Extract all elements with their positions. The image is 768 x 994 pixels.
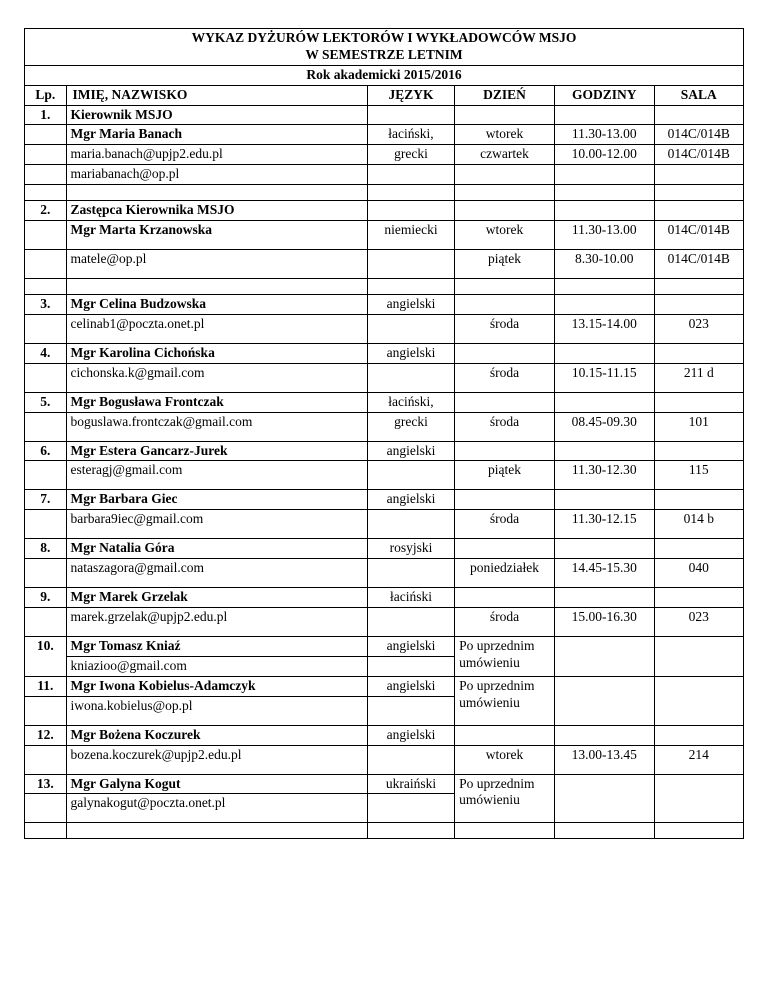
row-day: Po uprzednim umówieniu — [455, 676, 555, 725]
lecturer-name: Mgr Galyna Kogut — [66, 774, 367, 794]
lecturer-email: boguslawa.frontczak@gmail.com — [66, 412, 367, 441]
duty-schedule-table — [24, 28, 744, 839]
row-language — [367, 201, 454, 221]
row-hours: 10.15-11.15 — [554, 363, 654, 392]
table-row — [25, 249, 744, 278]
row-lp — [25, 510, 67, 539]
row-language: rosyjski — [367, 539, 454, 559]
row-lp: 13. — [25, 774, 67, 794]
lecturer-email: bozena.koczurek@upjp2.edu.pl — [66, 745, 367, 774]
lecturer-email: esteragj@gmail.com — [66, 461, 367, 490]
row-room — [654, 539, 743, 559]
row-hours — [554, 294, 654, 314]
row-hours — [554, 201, 654, 221]
row-lp — [25, 363, 67, 392]
row-lp — [25, 823, 67, 839]
row-lp: 8. — [25, 539, 67, 559]
row-day: środa — [455, 363, 555, 392]
row-room: 211 d — [654, 363, 743, 392]
row-language — [367, 510, 454, 539]
table-row — [25, 201, 744, 221]
row-day — [455, 441, 555, 461]
lecturer-name: Mgr Celina Budzowska — [66, 294, 367, 314]
row-language: angielski — [367, 343, 454, 363]
row-room — [654, 774, 743, 823]
row-lp — [25, 185, 67, 201]
row-language: łaciński — [367, 588, 454, 608]
lecturer-email: iwona.kobielus@op.pl — [66, 696, 367, 725]
row-language: angielski — [367, 441, 454, 461]
row-language: angielski — [367, 637, 454, 657]
row-room — [654, 105, 743, 125]
row-day: Po uprzednim umówieniu — [455, 774, 555, 823]
table-row — [25, 510, 744, 539]
row-room — [654, 294, 743, 314]
table-row — [25, 105, 744, 125]
row-hours: 13.15-14.00 — [554, 314, 654, 343]
document-title-line2: W SEMESTRZE LETNIM — [305, 46, 463, 62]
lecturer-email: maria.banach@upjp2.edu.pl — [66, 145, 367, 165]
row-day — [455, 343, 555, 363]
row-day — [455, 294, 555, 314]
row-hours — [554, 343, 654, 363]
table-subtitle-row — [25, 65, 744, 85]
row-language — [367, 249, 454, 278]
row-room — [654, 343, 743, 363]
row-room — [654, 201, 743, 221]
row-language — [367, 185, 454, 201]
document-title-line1: WYKAZ DYŻURÓW LEKTORÓW I WYKŁADOWCÓW MSJO — [191, 30, 577, 45]
spacer-row — [25, 185, 744, 201]
row-lp — [25, 412, 67, 441]
academic-year: Rok akademicki 2015/2016 — [25, 65, 744, 85]
column-header-hours: GODZINY — [554, 85, 654, 105]
row-hours: 11.30-13.00 — [554, 125, 654, 145]
row-day — [455, 201, 555, 221]
row-language: angielski — [367, 490, 454, 510]
row-lp — [25, 165, 67, 185]
row-language — [367, 608, 454, 637]
row-room: 040 — [654, 559, 743, 588]
table-row — [25, 125, 744, 145]
row-language: grecki — [367, 145, 454, 165]
row-lp — [25, 696, 67, 725]
lecturer-email: celinab1@poczta.onet.pl — [66, 314, 367, 343]
row-lp — [25, 249, 67, 278]
table-row — [25, 461, 744, 490]
lecturer-email-secondary: mariabanach@op.pl — [66, 165, 367, 185]
row-lp: 7. — [25, 490, 67, 510]
row-lp: 4. — [25, 343, 67, 363]
lecturer-name: Mgr Barbara Giec — [66, 490, 367, 510]
lecturer-email: nataszagora@gmail.com — [66, 559, 367, 588]
row-lp: 6. — [25, 441, 67, 461]
column-header-lp: Lp. — [25, 85, 67, 105]
row-day: wtorek — [455, 125, 555, 145]
row-day: wtorek — [455, 220, 555, 249]
row-name — [66, 278, 367, 294]
row-lp: 11. — [25, 676, 67, 696]
table-row — [25, 314, 744, 343]
lecturer-name: Mgr Karolina Cichońska — [66, 343, 367, 363]
row-language — [367, 278, 454, 294]
column-header-name: IMIĘ, NAZWISKO — [66, 85, 367, 105]
row-language: angielski — [367, 294, 454, 314]
section-title-kierownik: Kierownik MSJO — [66, 105, 367, 125]
column-header-language: JĘZYK — [367, 85, 454, 105]
table-row — [25, 774, 744, 794]
row-lp: 9. — [25, 588, 67, 608]
table-row — [25, 725, 744, 745]
row-day — [455, 823, 555, 839]
row-day: środa — [455, 510, 555, 539]
row-language — [367, 696, 454, 725]
row-hours — [554, 278, 654, 294]
row-lp — [25, 145, 67, 165]
row-day: czwartek — [455, 145, 555, 165]
table-row — [25, 588, 744, 608]
row-hours: 11.30-12.30 — [554, 461, 654, 490]
row-day: środa — [455, 608, 555, 637]
row-hours: 15.00-16.30 — [554, 608, 654, 637]
row-room — [654, 392, 743, 412]
row-room: 014 b — [654, 510, 743, 539]
table-row — [25, 392, 744, 412]
lecturer-name: Mgr Natalia Góra — [66, 539, 367, 559]
table-row — [25, 294, 744, 314]
row-hours: 13.00-13.45 — [554, 745, 654, 774]
column-header-day: DZIEŃ — [455, 85, 555, 105]
row-hours: 08.45-09.30 — [554, 412, 654, 441]
lecturer-name: Mgr Estera Gancarz-Jurek — [66, 441, 367, 461]
row-language — [367, 363, 454, 392]
row-hours — [554, 774, 654, 823]
row-language: angielski — [367, 676, 454, 696]
row-room: 023 — [654, 608, 743, 637]
row-hours — [554, 105, 654, 125]
table-row — [25, 145, 744, 165]
lecturer-email: matele@op.pl — [66, 249, 367, 278]
row-hours — [554, 441, 654, 461]
table-row — [25, 490, 744, 510]
lecturer-name: Mgr Bożena Koczurek — [66, 725, 367, 745]
row-day — [455, 105, 555, 125]
row-room — [654, 490, 743, 510]
row-hours: 11.30-12.15 — [554, 510, 654, 539]
row-room: 214 — [654, 745, 743, 774]
row-lp: 2. — [25, 201, 67, 221]
row-day: wtorek — [455, 745, 555, 774]
row-room — [654, 676, 743, 725]
table-row — [25, 637, 744, 657]
row-language: ukraiński — [367, 774, 454, 794]
row-lp — [25, 559, 67, 588]
row-room: 014C/014B — [654, 145, 743, 165]
lecturer-email: marek.grzelak@upjp2.edu.pl — [66, 608, 367, 637]
row-language — [367, 559, 454, 588]
row-language — [367, 794, 454, 823]
row-room — [654, 588, 743, 608]
row-hours — [554, 165, 654, 185]
table-row — [25, 745, 744, 774]
section-title-zastepca: Zastępca Kierownika MSJO — [66, 201, 367, 221]
row-lp — [25, 314, 67, 343]
row-lp — [25, 125, 67, 145]
row-day: poniedziałek — [455, 559, 555, 588]
table-row — [25, 441, 744, 461]
row-room: 115 — [654, 461, 743, 490]
row-hours — [554, 490, 654, 510]
row-room: 014C/014B — [654, 125, 743, 145]
row-hours: 10.00-12.00 — [554, 145, 654, 165]
row-language: łaciński, — [367, 125, 454, 145]
table-row — [25, 343, 744, 363]
lecturer-name: Mgr Marek Grzelak — [66, 588, 367, 608]
column-header-room: SALA — [654, 85, 743, 105]
row-room — [654, 637, 743, 677]
row-day — [455, 588, 555, 608]
row-lp: 5. — [25, 392, 67, 412]
document-title — [25, 29, 744, 66]
row-day: piątek — [455, 461, 555, 490]
table-row — [25, 608, 744, 637]
row-language — [367, 461, 454, 490]
row-hours — [554, 185, 654, 201]
row-lp — [25, 278, 67, 294]
row-room — [654, 441, 743, 461]
row-language: grecki — [367, 412, 454, 441]
row-name — [66, 823, 367, 839]
row-day — [455, 490, 555, 510]
row-lp — [25, 745, 67, 774]
row-room — [654, 185, 743, 201]
row-lp — [25, 461, 67, 490]
table-row — [25, 165, 744, 185]
row-day: środa — [455, 412, 555, 441]
row-language — [367, 105, 454, 125]
row-day: piątek — [455, 249, 555, 278]
spacer-row — [25, 278, 744, 294]
row-room — [654, 278, 743, 294]
row-hours — [554, 637, 654, 677]
row-room: 014C/014B — [654, 220, 743, 249]
lecturer-email: kniazioo@gmail.com — [66, 656, 367, 676]
row-hours: 14.45-15.30 — [554, 559, 654, 588]
lecturer-name: Mgr Marta Krzanowska — [66, 220, 367, 249]
row-hours: 8.30-10.00 — [554, 249, 654, 278]
spacer-row — [25, 823, 744, 839]
row-lp — [25, 794, 67, 823]
row-lp: 12. — [25, 725, 67, 745]
table-row — [25, 412, 744, 441]
row-lp — [25, 220, 67, 249]
row-room — [654, 725, 743, 745]
row-day: Po uprzednim umówieniu — [455, 637, 555, 677]
row-hours — [554, 539, 654, 559]
row-room: 023 — [654, 314, 743, 343]
row-day — [455, 725, 555, 745]
row-day: środa — [455, 314, 555, 343]
lecturer-email: barbara9iec@gmail.com — [66, 510, 367, 539]
row-hours — [554, 676, 654, 725]
lecturer-name: Mgr Tomasz Kniaź — [66, 637, 367, 657]
lecturer-name: Mgr Maria Banach — [66, 125, 367, 145]
row-room — [654, 165, 743, 185]
row-lp — [25, 608, 67, 637]
row-language — [367, 823, 454, 839]
row-language — [367, 745, 454, 774]
lecturer-email: cichonska.k@gmail.com — [66, 363, 367, 392]
table-row — [25, 559, 744, 588]
row-language — [367, 656, 454, 676]
row-hours — [554, 823, 654, 839]
row-hours: 11.30-13.00 — [554, 220, 654, 249]
row-room: 014C/014B — [654, 249, 743, 278]
row-hours — [554, 725, 654, 745]
row-day — [455, 392, 555, 412]
lecturer-name: Mgr Iwona Kobielus-Adamczyk — [66, 676, 367, 696]
row-day — [455, 278, 555, 294]
row-hours — [554, 392, 654, 412]
table-row — [25, 676, 744, 696]
row-language — [367, 314, 454, 343]
row-language: angielski — [367, 725, 454, 745]
row-day — [455, 539, 555, 559]
table-title-row — [25, 29, 744, 66]
table-row — [25, 539, 744, 559]
row-language: łaciński, — [367, 392, 454, 412]
row-hours — [554, 588, 654, 608]
table-row — [25, 220, 744, 249]
table-header-row — [25, 85, 744, 105]
row-language: niemiecki — [367, 220, 454, 249]
row-lp: 10. — [25, 637, 67, 677]
row-language — [367, 165, 454, 185]
lecturer-name: Mgr Bogusława Frontczak — [66, 392, 367, 412]
table-row — [25, 363, 744, 392]
row-lp: 3. — [25, 294, 67, 314]
row-room: 101 — [654, 412, 743, 441]
row-name — [66, 185, 367, 201]
row-day — [455, 185, 555, 201]
row-lp: 1. — [25, 105, 67, 125]
row-day — [455, 165, 555, 185]
lecturer-email: galynakogut@poczta.onet.pl — [66, 794, 367, 823]
row-room — [654, 823, 743, 839]
